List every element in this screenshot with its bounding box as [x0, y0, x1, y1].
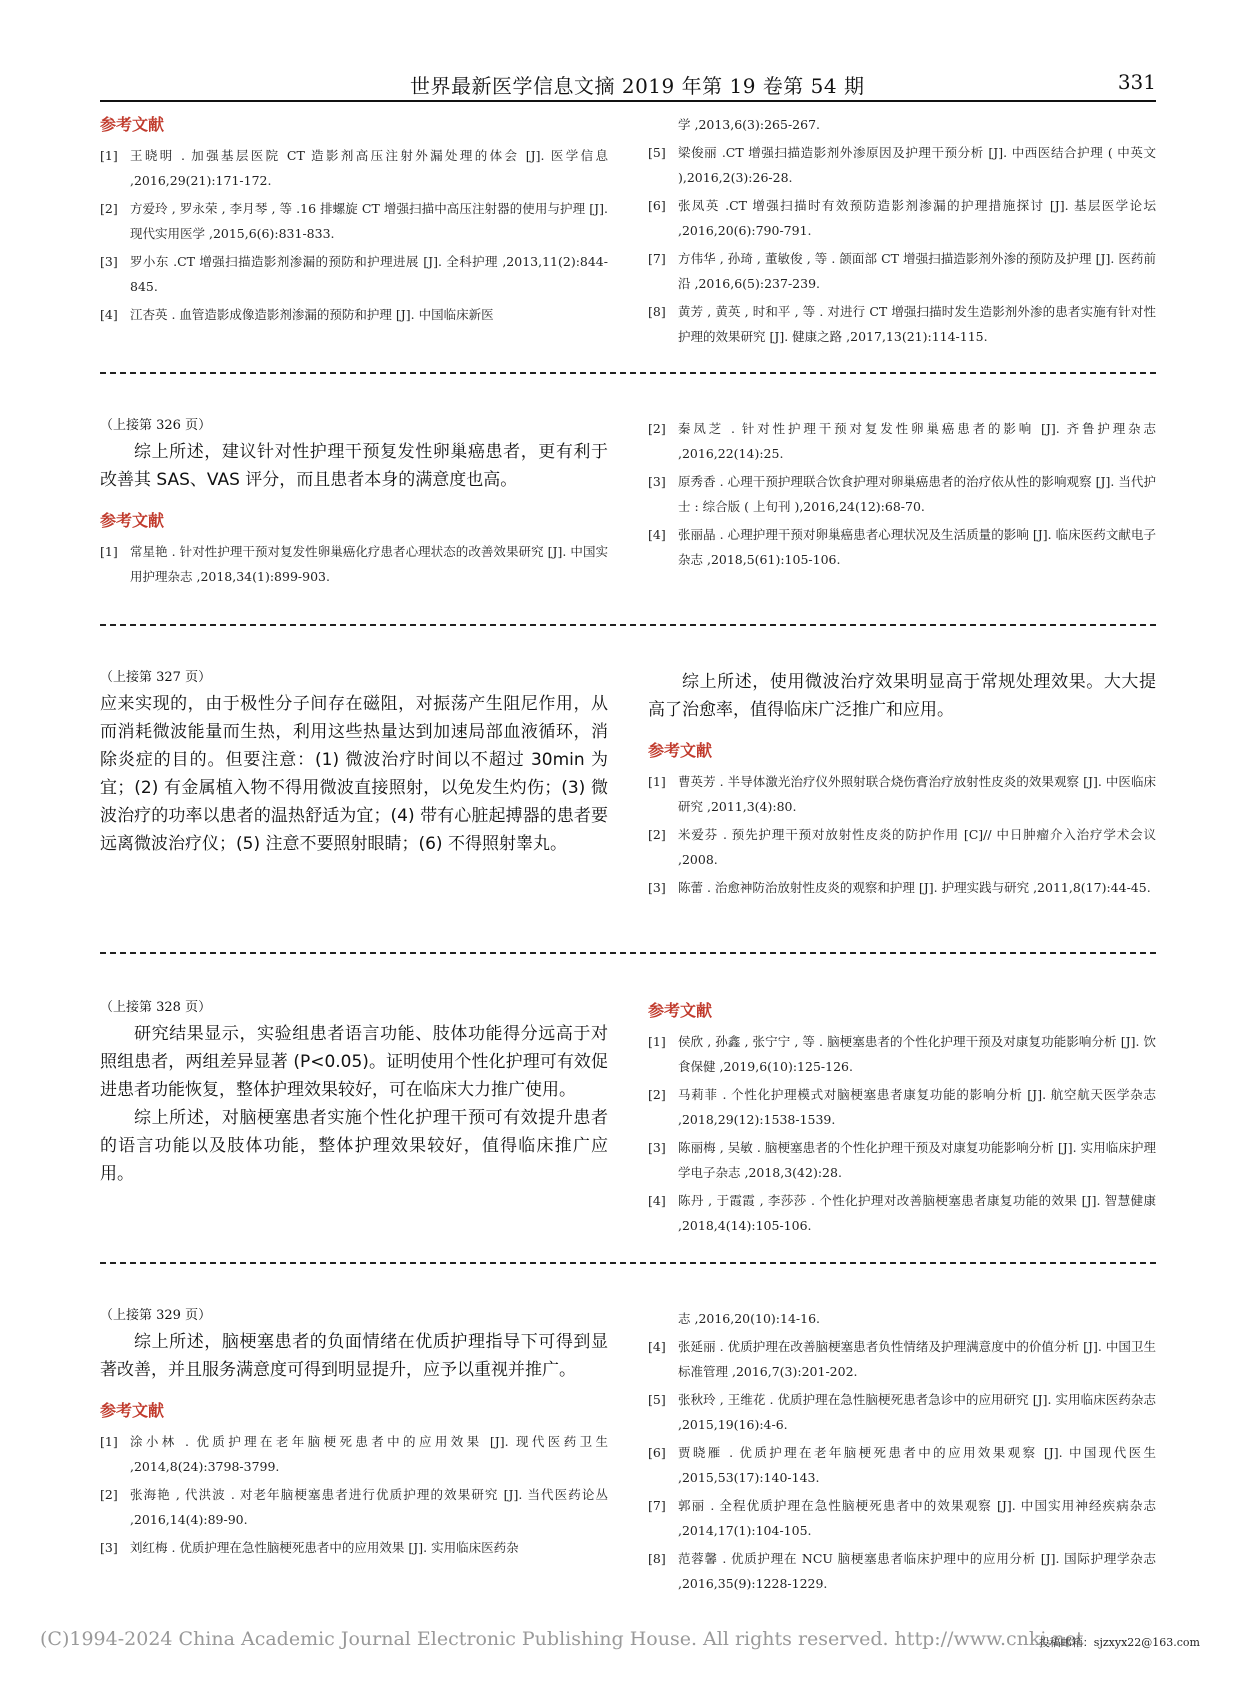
- reference-text: 张丽晶 . 心理护理干预对卵巢癌患者心理状况及生活质量的影响 [J]. 临床医药文献电子杂志 ,2018,5(61):105-106.: [678, 527, 1156, 567]
- right-column: [648, 1306, 1156, 1599]
- reference-number: [1]: [100, 148, 118, 163]
- reference-number: [3]: [100, 254, 118, 269]
- reference-item: [648, 1135, 1156, 1185]
- reference-text: 张凤英 .CT 增强扫描时有效预防造影剂渗漏的护理措施探讨 [J]. 基层医学论坛 ,2016,20(6):790-791.: [678, 198, 1156, 238]
- page-header: [100, 66, 1156, 102]
- reference-item: [648, 522, 1156, 572]
- reference-list: [100, 539, 608, 589]
- reference-item: [100, 196, 608, 246]
- body-paragraph: 综上所述，建议针对性护理干预复发性卵巢癌患者，更有利于改善其 SAS、VAS 评分，而且患者本身的满意度也高。: [100, 442, 608, 490]
- reference-number: [3]: [100, 1540, 118, 1555]
- reference-text: 涂小林 . 优质护理在老年脑梗死患者中的应用效果 [J]. 现代医药卫生 ,2014,8(24):3798-3799.: [130, 1434, 608, 1474]
- references-heading: 参考文献: [100, 115, 165, 134]
- section-ct-references: [100, 112, 1156, 344]
- reference-text: 方伟华 , 孙琦 , 董敏俊 , 等 . 颌面部 CT 增强扫描造影剂外渗的预防及护理 [J]. 医药前沿 ,2016,6(5):237-239.: [678, 251, 1156, 291]
- reference-number: [8]: [648, 304, 666, 319]
- reference-continuation: 学 ,2013,6(3):265-267.: [678, 117, 821, 132]
- reference-text: 常星艳 . 针对性护理干预对复发性卵巢癌化疗患者心理状态的改善效果研究 [J]. 中国实用护理杂志 ,2018,34(1):899-903.: [130, 544, 608, 584]
- reference-text: 张海艳 , 代洪波 . 对老年脑梗塞患者进行优质护理的效果研究 [J]. 当代医药论丛 ,2016,14(4):89-90.: [130, 1487, 608, 1527]
- reference-item: [100, 1429, 608, 1479]
- left-column: [100, 1306, 608, 1563]
- reference-text: 侯欣 , 孙鑫 , 张宁宁 , 等 . 脑梗塞患者的个性化护理干预及对康复功能影响分析 [J]. 饮食保健 ,2019,6(10):125-126.: [678, 1034, 1156, 1074]
- reference-item: [648, 1188, 1156, 1238]
- reference-continuation: 志 ,2016,20(10):14-16.: [678, 1311, 821, 1326]
- reference-number: [7]: [648, 251, 666, 266]
- reference-list: [648, 140, 1156, 349]
- right-column: [648, 416, 1156, 575]
- reference-text: 米爱芬 . 预先护理干预对放射性皮炎的防护作用 [C]// 中日肿瘤介入治疗学术会议 ,2008.: [678, 827, 1156, 867]
- right-column: [648, 112, 1156, 352]
- reference-text: 张延丽 . 优质护理在改善脑梗塞患者负性情绪及护理满意度中的价值分析 [J]. 中国卫生标准管理 ,2016,7(3):201-202.: [678, 1339, 1156, 1379]
- body-paragraph: 应来实现的，由于极性分子间存在磁阻，对振荡产生阻尼作用，从而消耗微波能量而生热，利用这些热量达到加速局部血液循环，消除炎症的目的。但要注意：(1) 微波治疗时间以不超过 30min 为宜；(2) 有金属植入物不得用微波直接照射，以免发生灼伤；(3) 微波治疗的功率以患者的温热舒适为宜；(4) 带有心脏起搏器的患者要远离微波治疗仪；(5) 注意不要照射眼睛；(6) 不得照射睾丸。: [100, 694, 608, 854]
- reference-item: [648, 469, 1156, 519]
- reference-number: [8]: [648, 1551, 666, 1566]
- body-paragraph: 研究结果显示，实验组患者语言功能、肢体功能得分远高于对照组患者，两组差异显著 (P<0.05)。证明使用个性化护理可有效促进患者功能恢复，整体护理效果较好，可在临床大力推广使用。: [100, 1024, 608, 1100]
- reference-number: [4]: [648, 527, 666, 542]
- reference-item: [100, 539, 608, 589]
- reference-item: [648, 299, 1156, 349]
- right-column: [648, 998, 1156, 1241]
- reference-text: 张秋玲 , 王维花 . 优质护理在急性脑梗死患者急诊中的应用研究 [J]. 实用临床医药杂志 ,2015,19(16):4-6.: [678, 1392, 1156, 1432]
- reference-item: [648, 1387, 1156, 1437]
- continued-note: （上接第 327 页）: [100, 670, 212, 685]
- reference-number: [2]: [648, 1087, 666, 1102]
- references-heading: 参考文献: [100, 1401, 165, 1420]
- reference-text: 曹英芳 . 半导体激光治疗仪外照射联合烧伤膏治疗放射性皮炎的效果观察 [J]. 中医临床研究 ,2011,3(4):80.: [678, 774, 1156, 814]
- reference-text: 郭丽 . 全程优质护理在急性脑梗死患者中的效果观察 [J]. 中国实用神经疾病杂志 ,2014,17(1):104-105.: [678, 1498, 1156, 1538]
- reference-item: [648, 416, 1156, 466]
- reference-list: [100, 143, 608, 327]
- reference-number: [1]: [100, 1434, 118, 1449]
- references-heading: 参考文献: [100, 511, 165, 530]
- reference-text: 秦凤芝 . 针对性护理干预对复发性卵巢癌患者的影响 [J]. 齐鲁护理杂志 ,2016,22(14):25.: [678, 421, 1156, 461]
- reference-item: [648, 875, 1156, 900]
- reference-number: [1]: [648, 1034, 666, 1049]
- section-divider: [100, 372, 1156, 374]
- body-paragraph: 综上所述，对脑梗塞患者实施个性化护理干预可有效提升患者的语言功能以及肢体功能，整体护理效果较好，值得临床推广应用。: [100, 1108, 608, 1184]
- reference-text: 陈丽梅 , 吴敏 . 脑梗塞患者的个性化护理干预及对康复功能影响分析 [J]. 实用临床护理学电子杂志 ,2018,3(42):28.: [678, 1140, 1156, 1180]
- reference-number: [1]: [100, 544, 118, 559]
- reference-number: [4]: [648, 1193, 666, 1208]
- reference-text: 黄芳 , 黄英 , 时和平 , 等 . 对进行 CT 增强扫描时发生造影剂外渗的患者实施有针对性护理的效果研究 [J]. 健康之路 ,2017,13(21):114-115.: [678, 304, 1156, 344]
- reference-number: [5]: [648, 145, 666, 160]
- right-column: [648, 668, 1156, 903]
- reference-item: [100, 249, 608, 299]
- reference-item: [648, 140, 1156, 190]
- left-column: [100, 998, 608, 1188]
- continued-note: （上接第 329 页）: [100, 1308, 212, 1323]
- reference-list: [648, 769, 1156, 900]
- continued-note: （上接第 326 页）: [100, 418, 212, 433]
- reference-item: [648, 1029, 1156, 1079]
- reference-number: [4]: [648, 1339, 666, 1354]
- page-number: 331: [1117, 70, 1156, 94]
- left-column: [100, 416, 608, 592]
- reference-list: [100, 1429, 608, 1560]
- reference-item: [648, 246, 1156, 296]
- reference-item: [648, 769, 1156, 819]
- reference-number: [3]: [648, 1140, 666, 1155]
- submission-email: 投稿邮箱：sjzxyx22@163.com: [1038, 1636, 1200, 1649]
- reference-number: [2]: [648, 421, 666, 436]
- continued-note: （上接第 328 页）: [100, 1000, 212, 1015]
- reference-number: [1]: [648, 774, 666, 789]
- reference-text: 刘红梅 . 优质护理在急性脑梗死患者中的应用效果 [J]. 实用临床医药杂: [130, 1540, 519, 1555]
- reference-list: [648, 416, 1156, 572]
- section-microwave-therapy: [100, 668, 1156, 928]
- reference-number: [2]: [648, 827, 666, 842]
- reference-number: [3]: [648, 880, 666, 895]
- reference-text: 马莉菲 . 个性化护理模式对脑梗塞患者康复功能的影响分析 [J]. 航空航天医学杂志 ,2018,29(12):1538-1539.: [678, 1087, 1156, 1127]
- reference-item: [648, 822, 1156, 872]
- copyright-watermark: (C)1994-2024 China Academic Journal Electronic Publishing House. All rights reserved. http://www.cnki.net: [40, 1628, 1084, 1650]
- reference-number: [7]: [648, 1498, 666, 1513]
- reference-number: [4]: [100, 307, 118, 322]
- reference-item: [100, 302, 608, 327]
- journal-title: 世界最新医学信息文摘 2019 年第 19 卷第 54 期: [410, 74, 865, 98]
- reference-item: [100, 143, 608, 193]
- reference-text: 范蓉馨 . 优质护理在 NCU 脑梗塞患者临床护理中的应用分析 [J]. 国际护理学杂志 ,2016,35(9):1228-1229.: [678, 1551, 1156, 1591]
- reference-item: [648, 193, 1156, 243]
- reference-number: [3]: [648, 474, 666, 489]
- section-divider: [100, 1262, 1156, 1264]
- reference-number: [6]: [648, 1445, 666, 1460]
- section-divider: [100, 624, 1156, 626]
- reference-item: [100, 1482, 608, 1532]
- reference-text: 王晓明 . 加强基层医院 CT 造影剂高压注射外漏处理的体会 [J]. 医学信息 ,2016,29(21):171-172.: [130, 148, 608, 188]
- reference-text: 陈蕾 . 治愈神防治放射性皮炎的观察和护理 [J]. 护理实践与研究 ,2011,8(17):44-45.: [678, 880, 1151, 895]
- section-ovarian-cancer: [100, 416, 1156, 606]
- reference-text: 原秀香 . 心理干预护理联合饮食护理对卵巢癌患者的治疗依从性的影响观察 [J]. 当代护士 : 综合版 ( 上旬刊 ),2016,24(12):68-70.: [678, 474, 1156, 514]
- left-column: [100, 668, 608, 858]
- reference-text: 方爱玲 , 罗永荣 , 李月琴 , 等 .16 排螺旋 CT 增强扫描中高压注射器的使用与护理 [J]. 现代实用医学 ,2015,6(6):831-833.: [130, 201, 608, 241]
- references-heading: 参考文献: [648, 1001, 713, 1020]
- reference-item: [648, 1082, 1156, 1132]
- reference-text: 贾晓雁 . 优质护理在老年脑梗死患者中的应用效果观察 [J]. 中国现代医生 ,2015,53(17):140-143.: [678, 1445, 1156, 1485]
- reference-text: 罗小东 .CT 增强扫描造影剂渗漏的预防和护理进展 [J]. 全科护理 ,2013,11(2):844-845.: [130, 254, 608, 294]
- body-paragraph: 综上所述，使用微波治疗效果明显高于常规处理效果。大大提高了治愈率，值得临床广泛推广和应用。: [648, 672, 1156, 720]
- reference-number: [2]: [100, 1487, 118, 1502]
- section-cerebral-infarction-quality-care: [100, 1306, 1156, 1616]
- reference-item: [648, 1493, 1156, 1543]
- reference-number: [6]: [648, 198, 666, 213]
- reference-item: [100, 1535, 608, 1560]
- section-divider: [100, 952, 1156, 954]
- reference-text: 陈丹 , 于霞霞 , 李莎莎 . 个性化护理对改善脑梗塞患者康复功能的效果 [J]. 智慧健康 ,2018,4(14):105-106.: [678, 1193, 1156, 1233]
- reference-item: [648, 1334, 1156, 1384]
- reference-item: [648, 1440, 1156, 1490]
- reference-text: 江杏英 . 血管造影成像造影剂渗漏的预防和护理 [J]. 中国临床新医: [130, 307, 494, 322]
- page-footer: [40, 1628, 1200, 1658]
- reference-item: [648, 1546, 1156, 1596]
- reference-number: [2]: [100, 201, 118, 216]
- left-column: [100, 112, 608, 330]
- section-cerebral-infarction-personalized: [100, 998, 1156, 1238]
- reference-text: 梁俊丽 .CT 增强扫描造影剂外渗原因及护理干预分析 [J]. 中西医结合护理 ( 中英文 ),2016,2(3):26-28.: [678, 145, 1156, 185]
- references-heading: 参考文献: [648, 741, 713, 760]
- body-paragraph: 综上所述，脑梗塞患者的负面情绪在优质护理指导下可得到显著改善，并且服务满意度可得到明显提升，应予以重视并推广。: [100, 1332, 608, 1380]
- reference-number: [5]: [648, 1392, 666, 1407]
- reference-list: [648, 1334, 1156, 1596]
- reference-list: [648, 1029, 1156, 1238]
